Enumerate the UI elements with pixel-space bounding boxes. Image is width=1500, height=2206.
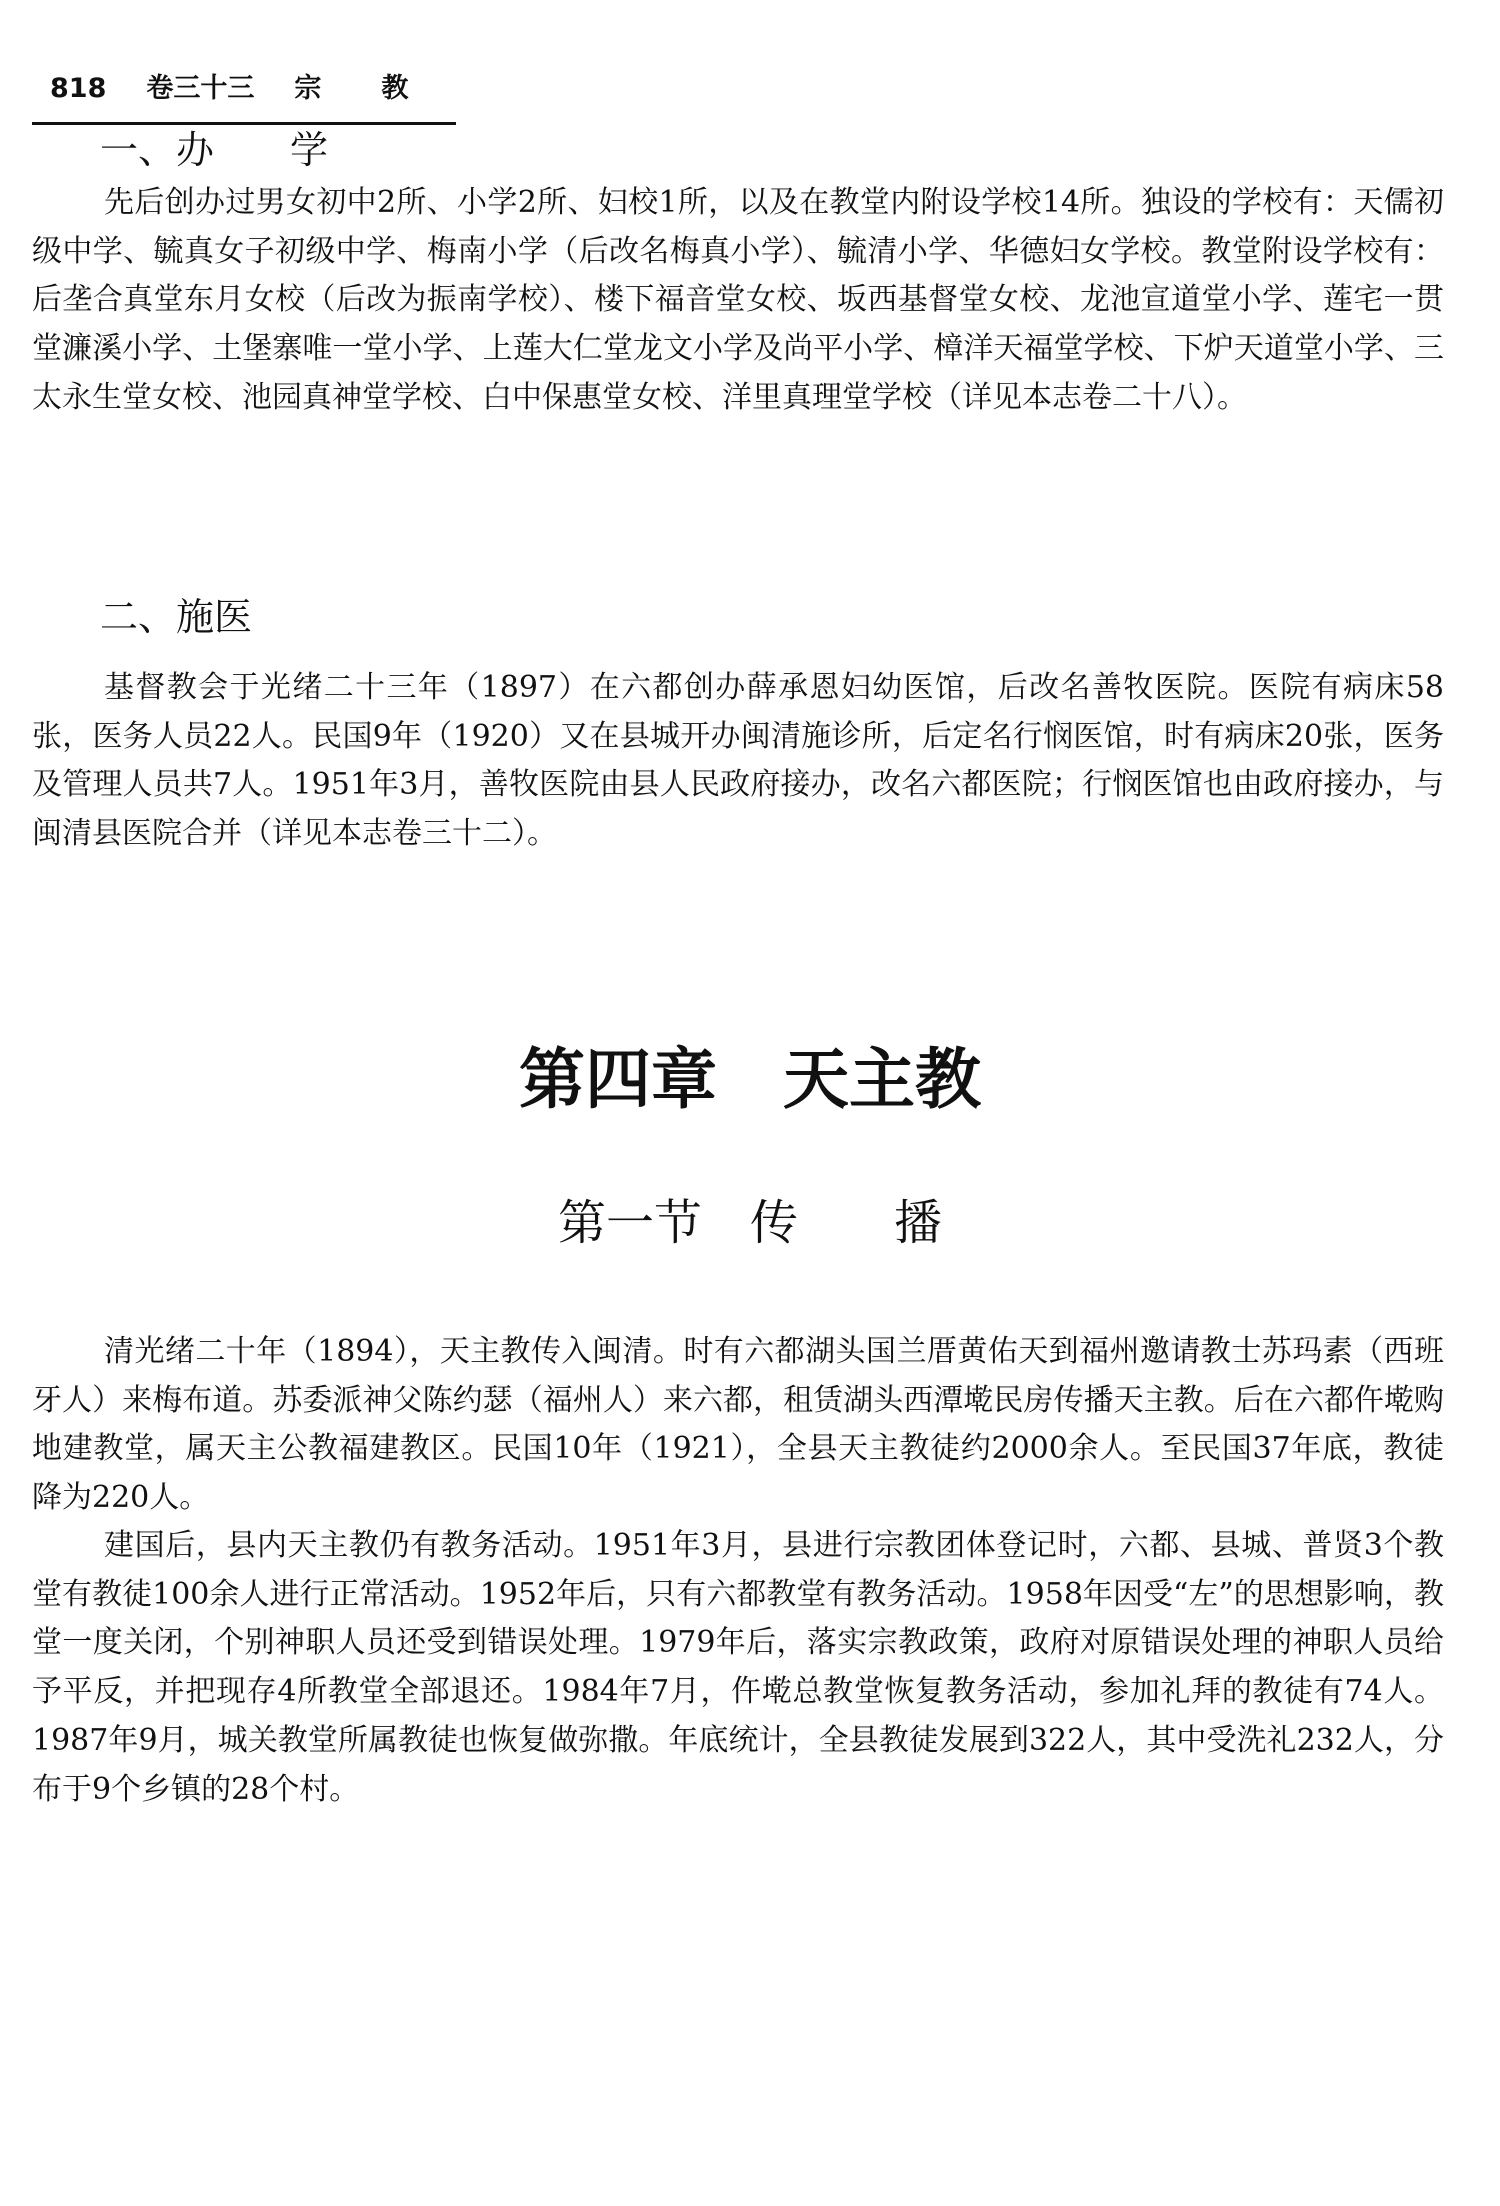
section-title: 第一节 传 播 (557, 1195, 942, 1251)
education-paragraph: 先后创办过男女初中2所、小学2所、妇校1所，以及在教堂内附设学校14所。独设的学校有：天儒初级中学、毓真女子初级中学、梅南小学（后改名梅真小学）、毓清小学、华德妇女学校。教堂附设学校有：后垄合真堂东月女校（后改为振南学校）、楼下福音堂女校、坂西基督堂女校、龙池宣道堂小学、莲宅一贯堂濂溪小学、土堡寨唯一堂小学、上莲大仁堂龙文小学及尚平小学、樟洋天福堂学校、下炉天道堂小学、三太永生堂女校、池园真神堂学校、白中保惠堂女校、洋里真理堂学校（详见本志卷二十八）。 (32, 185, 1444, 415)
page-number: 818 (50, 73, 107, 104)
running-header (32, 60, 469, 125)
section-heading-education: 一、办 学 (100, 128, 329, 172)
category-label: 宗教 (294, 73, 469, 104)
chapter-title: 第四章 天主教 (519, 1041, 981, 1118)
medical-paragraph: 基督教会于光绪二十三年（1897）在六都创办薛承恩妇幼医馆，后改名善牧医院。医院有病床58张，医务人员22人。民国9年（1920）又在县城开办闽清施诊所，后定名行悯医馆，时有病床20张，医务及管理人员共7人。1951年3月，善牧医院由县人民政府接办，改名六都医院；行悯医馆也由政府接办，与闽清县医院合并（详见本志卷三十二）。 (32, 670, 1444, 852)
catholic-postwar-paragraph: 建国后，县内天主教仍有教务活动。1951年3月，县进行宗教团体登记时，六都、县城、普贤3个教堂有教徒100余人进行正常活动。1952年后，只有六都教堂有教务活动。1958年因受“左”的思想影响，教堂一度关闭，个别神职人员还受到错误处理。1979年后，落实宗教政策，政府对原错误处理的神职人员给予平反，并把现存4所教堂全部退还。1984年7月，仵墘总教堂恢复教务活动，参加礼拜的教徒有74人。1987年9月，城关教堂所属教徒也恢复做弥撒。年底统计，全县教徒发展到322人，其中受洗礼232人，分布于9个乡镇的28个村。 (32, 1528, 1444, 1807)
volume-label: 卷三十三 (146, 73, 255, 104)
catholic-history-paragraph: 清光绪二十年（1894），天主教传入闽清。时有六都湖头国兰厝黄佑天到福州邀请教士苏玛素（西班牙人）来梅布道。苏委派神父陈约瑟（福州人）来六都，租赁湖头西潭墘民房传播天主教。后在六都仵墘购地建教堂，属天主公教福建教区。民国10年（1921），全县天主教徒约2000余人。至民国37年底，教徒降为220人。 (32, 1334, 1444, 1516)
section-heading-medical: 二、施医 (100, 595, 253, 639)
